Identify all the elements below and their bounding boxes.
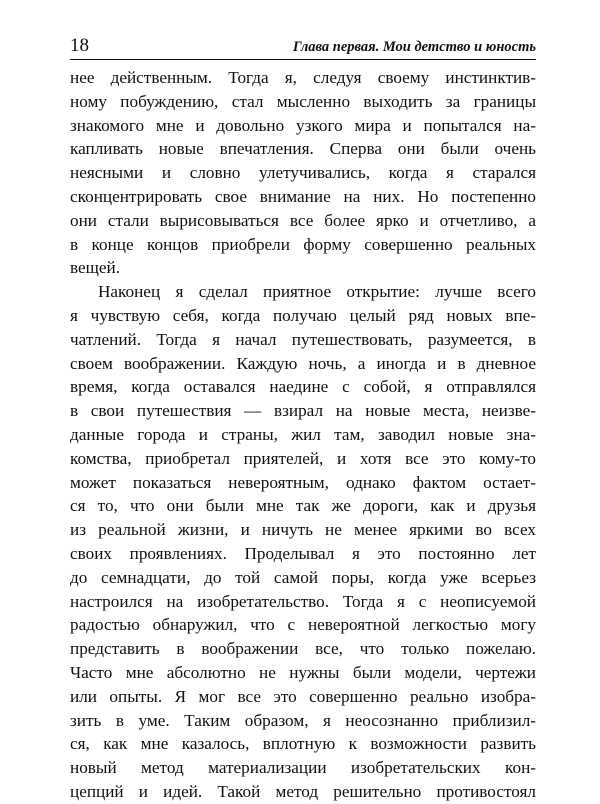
text-line: нее действенным. Тогда я, следуя своему инстинктив- (70, 68, 536, 87)
text-line: ному побуждению, стал мысленно выходить за границы (70, 91, 536, 111)
paragraph-1 (70, 66, 536, 280)
text-line: комства, приобретал приятелей, и хотя все это кому-то (70, 448, 536, 468)
text-line: представить в воображении все, что только пожелаю. (70, 639, 536, 659)
text-line: вещей. (70, 258, 121, 278)
text-line: неясными и словно улетучивались, когда я старался (70, 163, 536, 183)
text-line: своих проявлениях. Проделывал я это постоянно лет (70, 543, 536, 563)
text-line: до семнадцати, до той самой поры, когда уже всерьез (70, 567, 536, 587)
text-line: своем воображении. Каждую ночь, а иногда и в дневное (70, 353, 536, 373)
text-line: Часто мне абсолютно не нужны были модели, чертежи (70, 662, 536, 682)
text-line: в конце концов приобрели форму совершенно реальных (70, 234, 536, 254)
text-line: новый метод материализации изобретательских кон- (70, 758, 536, 778)
text-line: или опыты. Я мог все это совершенно реально изобра- (70, 686, 536, 706)
text-line: время, когда оставался наедине с собой, я отправлялся (70, 377, 536, 397)
text-line: ся то, что они были мне так же дороги, как и друзья (70, 496, 536, 516)
text-line: знакомого мне и довольно узкого мира и попытался на- (70, 115, 536, 135)
paragraph-2 (70, 280, 536, 804)
text-line: может показаться невероятным, однако фактом остает- (70, 472, 536, 492)
text-line: радостью обнаружил, что с невероятной легкостью могу (70, 615, 536, 635)
text-line: в свои путешествия — взирал на новые места, неизве- (70, 401, 536, 421)
text-line: данные города и страны, жил там, заводил новые зна- (70, 424, 536, 444)
text-line: настроился на изобретательство. Тогда я с неописуемой (70, 591, 536, 611)
text-line: из реальной жизни, и ничуть не менее яркими во всех (70, 520, 536, 540)
page-number: 18 (70, 35, 89, 56)
text-line: капливать новые впечатления. Сперва они были очень (70, 139, 536, 159)
text-line: я чувствую себя, когда получаю целый ряд новых впе- (70, 305, 536, 325)
body-text (70, 66, 536, 804)
running-header (70, 35, 536, 60)
text-line: Наконец я сделал приятное открытие: лучше всего (98, 282, 536, 302)
text-line: цепций и идей. Такой метод решительно противостоял (70, 781, 536, 801)
text-line: сконцентрировать свое внимание на них. Но постепенно (70, 186, 536, 206)
chapter-running-head: Глава первая. Мои детство и юность (292, 39, 536, 55)
text-line: ся, как мне казалось, вплотную к возможности развить (70, 734, 536, 754)
text-line: они стали вырисовываться все более ярко и отчетливо, а (70, 210, 536, 230)
text-line: зить в уме. Таким образом, я неосознанно приблизил- (70, 710, 536, 730)
text-line: чатлений. Тогда я начал путешествовать, разумеется, в (70, 329, 536, 349)
